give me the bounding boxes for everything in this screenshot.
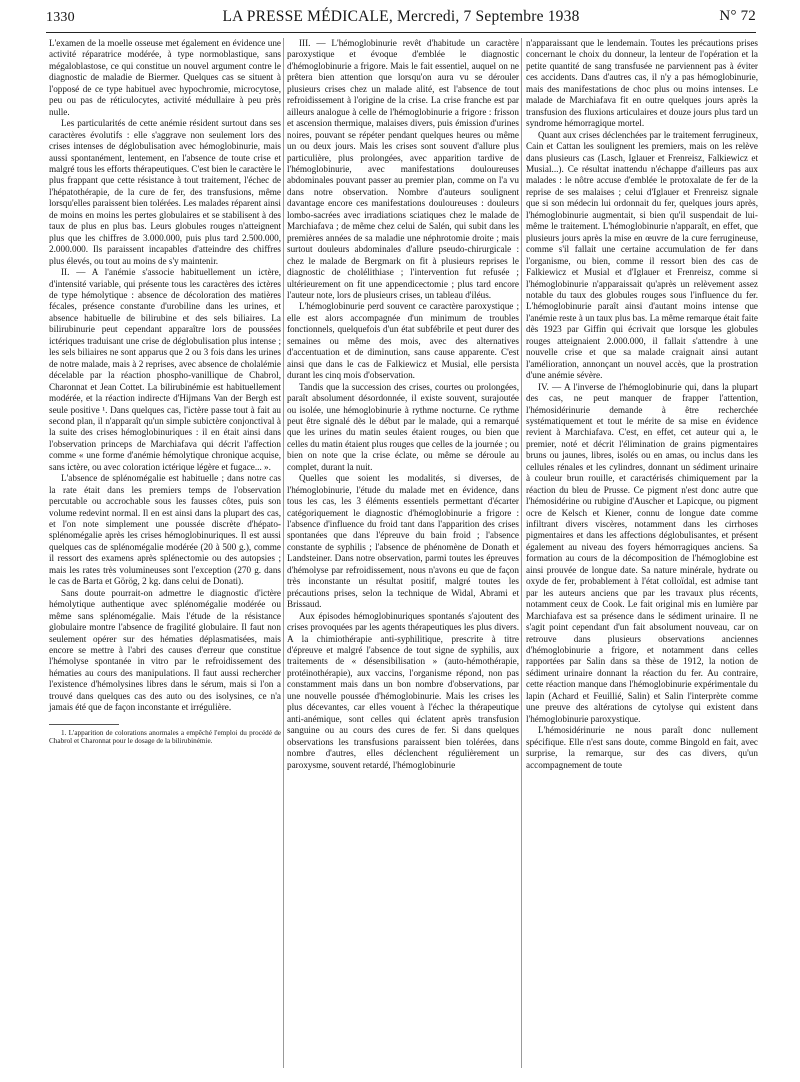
paragraph: IV. — A l'inverse de l'hémoglobinurie qui, dans la plupart des cas, ne peut manquer de frapper l'attention, l'hémosidérinurie demande à être recherchée systématiquement et tout le mérite de sa mise en évidence revient à Marchiafava. C'est, en effet, cet auteur qui a, le premier, noté et décrit l'élimination de grains pigmentaires bruns ou jaunes, libres, isolés ou en amas, ou inclus dans les cellules rénales et les cylindres, donnant un sédiment urinaire à couleur brun rouille, et caractérisés chimiquement par la réaction du bleu de Prusse. Ce pigment n'est donc autre que l'hémosidérine ou rubigine d'Auscher et Lapicque, ou pigment ocre de Kelsch et Kiener, connu de longue date comme infiltrant divers viscères, notamment dans les cirrhoses pigmentaires et dans les affections déglobulisantes, et présent également au niveau des foyers hémorragiques anciens. Sa formation au cours de la décomposition de l'hémoglobine est ainsi prouvée de longue date. Sa nature minérale, hydrate ou oxyde de fer, probablement à l'état colloïdal, est admise tant par les auteurs anciens que par les travaux plus récents, notamment ceux de Cook. Le fait original mis en lumière par Marchiafava est sa présence dans le sédiment urinaire. Il ne s'agit point cependant d'un fait absolument nouveau, car on retrouve dans plusieurs observations anciennes d'hémoglobinurie a frigore, et notamment dans celles rapportées par Salin dans sa thèse de 1912, la notion de sédiment urinaire donnant la réaction du fer. Au contraire, cette réaction manque dans l'hémoglobinurie expérimentale du lapin (Achard et Feuillié, Salin) et Salin l'interprète comme une preuve des altérations de cytolyse qui existent dans l'hémoglobinurie paroxystique. [526,381,758,724]
column-3 [526,38,758,771]
footnote: 1. L'apparition de colorations anormales a empêché l'emploi du procédé de Chabrol et Charonnat pour le dosage de la bilirubinémie. [49,728,281,746]
paragraph: II. — A l'anémie s'associe habituellement un ictère, d'intensité variable, qui présente tous les caractères des ictères de type hémolytique : absence de décoloration des matières fécales, présence constante d'urobiline dans les urines, et absence habituelle de bilirubine et des sels biliaires. La bilirubinurie peut cependant apparaître lors de poussées ictériques traduisant une crise de déglobulisation plus intense ; les sels biliaires ne sont apparus que 2 ou 3 fois dans les urines de notre malade, mais à 2 reprises, avec absence de cholalémie décelable par la réaction phospho-vanillique de Chabrol, Charonnat et Jean Cottet. La bilirubinémie est habituellement modérée, et la réaction indirecte d'Hijmans Van der Bergh est seule positive ¹. Dans quelques cas, l'ictère passe tout à fait au second plan, il n'apparaît qu'un simple subictère conjonctival à la suite des crises hémoglobinuriques : il en était ainsi dans l'observation princeps de Marchiafava qui décrit l'affection comme « une forme d'anémie hémolytique chronique acquise, sans ictère, ou avec coloration ictérique légère et fugace... ». [49,267,281,472]
running-header [46,6,756,30]
paragraph: n'apparaissant que le lendemain. Toutes les précautions prises concernant le choix du donneur, la lenteur de l'opération et la petite quantité de sang transfusée ne parviennent pas à éviter ces accidents. Dans d'autres cas, il n'y a pas hémoglobinurie, mais des manifestations de choc plus ou moins intenses. Le malade de Marchiafava fit en outre quelques jours après la transfusion des fluxions articulaires et douze jours plus tard un syndrome hémorragique mortel. [526,38,758,129]
column-divider [521,38,522,1068]
page-number: 1330 [46,10,75,25]
paragraph: Les particularités de cette anémie résident surtout dans ses caractères évolutifs : elle s'aggrave non seulement lors des crises intenses de déglobulisation avec hémoglobinurie, mais aussi spontanément, lentement, en l'absence de toute crise et malgré tous les efforts thérapeutiques. C'est bien le caractère le plus frappant que cette résistance à tout traitement, l'échec de l'hépatothérapie, de la cure de fer, des transfusions, même lorsqu'elles paraissent bien tolérées. Les malades réparent ainsi de moins en moins les pertes globulaires et se stabilisent à des taux de plus en plus bas. Leurs globules rouges n'atteignent plus que les chiffres de 3.000.000, puis plus tard 2.500.000, 2.000.000. Ils paraissent incapables d'atteindre des chiffres plus élevés, ou tout au moins de s'y maintenir. [49,118,281,266]
column-1 [49,38,281,746]
column-divider [283,38,284,1068]
paragraph: L'hémosidérinurie ne nous paraît donc nullement spécifique. Elle n'est sans doute, comme Bingold en fait, avec surprise, la remarque, sur des cas divers, qu'un accompagnement de toute [526,725,758,770]
paragraph: Aux épisodes hémoglobinuriques spontanés s'ajoutent des crises provoquées par les agents thérapeutiques les plus divers. A la chimiothérapie anti-syphilitique, prescrite à titre d'épreuve et malgré l'absence de tout signe de syphilis, aux traitements de « désensibilisation » (auto-hémothérapie, protéinothérapie), aux vaccins, l'organisme répond, non pas constamment mais dans un bon nombre d'observations, par une nouvelle poussée d'hémoglobinurie. Mais les crises les plus décevantes, car elles vouent à l'échec la thérapeutique anti-anémique, sont celles qui éclatent après transfusion sanguine ou au cours des cures de fer. Si dans quelques observations les transfusions paraissent bien tolérées, dans nombre d'autres, elles déclenchent régulièrement un paroxysme, souvent retardé, l'hémoglobinurie [287,610,519,770]
paragraph: Sans doute pourrait-on admettre le diagnostic d'ictère hémolytique authentique avec splénomégalie modérée ou même sans splénomégalie. Mais l'étude de la résistance globulaire montre l'absence de fragilité globulaire. Il faut non seulement opérer sur des hématies déplasmatisées, mais encore se mettre à l'abri des causes d'erreur que constitue l'hémolyse spontanée in vitro par le refroidissement des hématies au cours des manipulations. Il faut aussi rechercher l'existence d'hémolysines libres dans le sérum, mais si l'on a trouvé dans quelques cas des auto ou des isolysines, ce n'a jamais été que de façon inconstante et irrégulière. [49,587,281,713]
journal-title: LA PRESSE MÉDICALE, Mercredi, 7 Septembre 1938 [222,8,580,25]
header-rule [46,32,756,33]
paragraph: Tandis que la succession des crises, courtes ou prolongées, paraît absolument désordonnée, il existe souvent, surajoutée ou isolée, une hémoglobinurie à rythme nocturne. Ce rythme peut être signalé dès le début par le malade, qui a remarqué que les urines du matin seules étaient rouges, ou bien que celles du matin étaient plus rouges que celles de la journée ; ou bien on note que la crise éclate, ou même se déroule au complet, durant la nuit. [287,381,519,472]
issue-number: N° 72 [719,8,756,24]
paragraph: L'absence de splénomégalie est habituelle ; dans notre cas la rate était dans les premiers temps de l'observation percutable ou accrochable sous les fausses côtes, puis son volume redevint normal. Il en est ainsi dans la plupart des cas, et l'on note simplement une poussée discrète d'hépato-splénomégalie après les crises hémoglobinuriques. Il est aussi quelques cas de splénomégalie modérée (20 à 500 g.), comme il ressort des examens après splénectomie ou des autopsies ; mais les rates très volumineuses sont l'exception (270 g. dans le cas de Barta et Görög, 2 kg. dans celui de Donati). [49,473,281,587]
paragraph: Quelles que soient les modalités, si diverses, de l'hémoglobinurie, l'étude du malade met en évidence, dans tous les cas, les 3 éléments essentiels permettant d'écarter catégoriquement le diagnostic d'hémoglobinurie a frigore : l'absence d'influence du froid tant dans l'apparition des crises spontanées que dans l'épreuve du bain froid ; l'absence constante de syphilis ; l'absence de phénomène de Donath et Landsteiner. Dans notre observation, parmi toutes les épreuves d'hémolyse par refroidissement, nous n'avons eu que de façon très inconstante un résultat positif, malgré toutes les précautions prises, selon la technique de Widal, Abrami et Brissaud. [287,473,519,610]
paragraph: Quant aux crises déclenchées par le traitement ferrugineux, Cain et Cattan les soulignent les premiers, mais on les relève dans plusieurs cas (Lasch, Iglauer et Frenreisz, Falkiewicz et Musial...). Ce résultat inattendu n'échappe d'ailleurs pas aux malades : le nôtre accuse d'emblée le protoxalate de fer de la reprise de ses malaises ; celui d'Iglauer et Frenreisz signale que si son médecin lui ordonnait du fer, quelques jours après, l'hémoglobinurie augmentait, si bien qu'il suspendait de lui-même le traitement. L'hémoglobinurie n'apparaît, en effet, que plusieurs jours après la mise en œuvre de la cure ferrugineuse, comme s'il fallait une certaine accumulation de fer dans l'organisme, ou bien, comme il ressort bien des cas de Falkiewicz et Musial et d'Iglauer et Frenreisz, comme si l'hémoglobinurie n'apparaissait qu'après un relèvement assez notable du taux des globules rouges sous l'influence du fer. L'hémoglobinurie paraît ainsi d'autant moins intense que l'anémie reste à un taux plus bas. La même remarque était faite dès 1923 par Giffin qui écrivait que lorsque les globules rouges atteignaient 2.000.000, il fallait s'attendre à une nouvelle crise et que sa malade craignait ainsi autant l'amélioration, annonçant un nouvel accès, que la prostration d'une anémie sévère. [526,129,758,381]
column-2 [287,38,519,771]
paragraph: L'hémoglobinurie perd souvent ce caractère paroxystique ; elle est alors accompagnée d'un minimum de troubles fonctionnels, quelquefois d'un état subfébrile et peut durer des semaines ou même des mois, avec des alternatives d'accentuation et de diminution, sans cause apparente. C'est ainsi que dans le cas de Falkiewicz et Musial, elle persista durant les cinq mois d'observation. [287,301,519,381]
paragraph: L'examen de la moelle osseuse met également en évidence une activité réparatrice modérée, à type normoblastique, sans mégaloblastose, ce qui constitue un nouvel argument contre le diagnostic de maladie de Biermer. Quelques cas se situent à l'opposé de ce type habituel avec hypochromie, microcytose, peu ou pas de réticulocytes, activité médullaire à peu près nulle. [49,38,281,117]
footnote-rule [49,724,119,725]
paragraph: III. — L'hémoglobinurie revêt d'habitude un caractère paroxystique et évoque d'emblée le diagnostic d'hémoglobinurie a frigore. Mais le fait essentiel, auquel on ne prêtera bien attention que lorsqu'on aura vu se dérouler plusieurs crises chez un malade alité, est l'absence de tout refroidissement à l'origine de la crise. La crise franche est par ailleurs analogue à celle de l'hémoglobinurie a frigore : frisson et ascension thermique, malaises divers, puis émission d'urines noires, pouvant se répéter pendant quelques heures ou même un ou deux jours. Mais les crises sont souvent d'allure plus particulière, plus prolongées, avec apparition tardive de l'hémoglobinurie, avec manifestations douloureuses abdominales pouvant passer au premier plan, comme on l'a vu dans notre observation. Nombre d'auteurs soulignent davantage encore ces manifestations douloureuses : douleurs lombo-sacrées avec irradiations sciatiques chez le malade de Marchiafava ; de même chez celui de Salén, qui subit dans les premières années de sa maladie une néphrotomie droite ; mais surtout douleurs abdominales d'allure pseudo-chirurgicale : chez le malade de Bergmark on fit à plusieurs reprises le diagnostic de cholélithiase ; l'intervention fut refusée ; ultérieurement on fit une appendicectomie ; plus tard encore l'auteur note, lors de plusieurs crises, un tableau d'iléus. [287,38,519,300]
